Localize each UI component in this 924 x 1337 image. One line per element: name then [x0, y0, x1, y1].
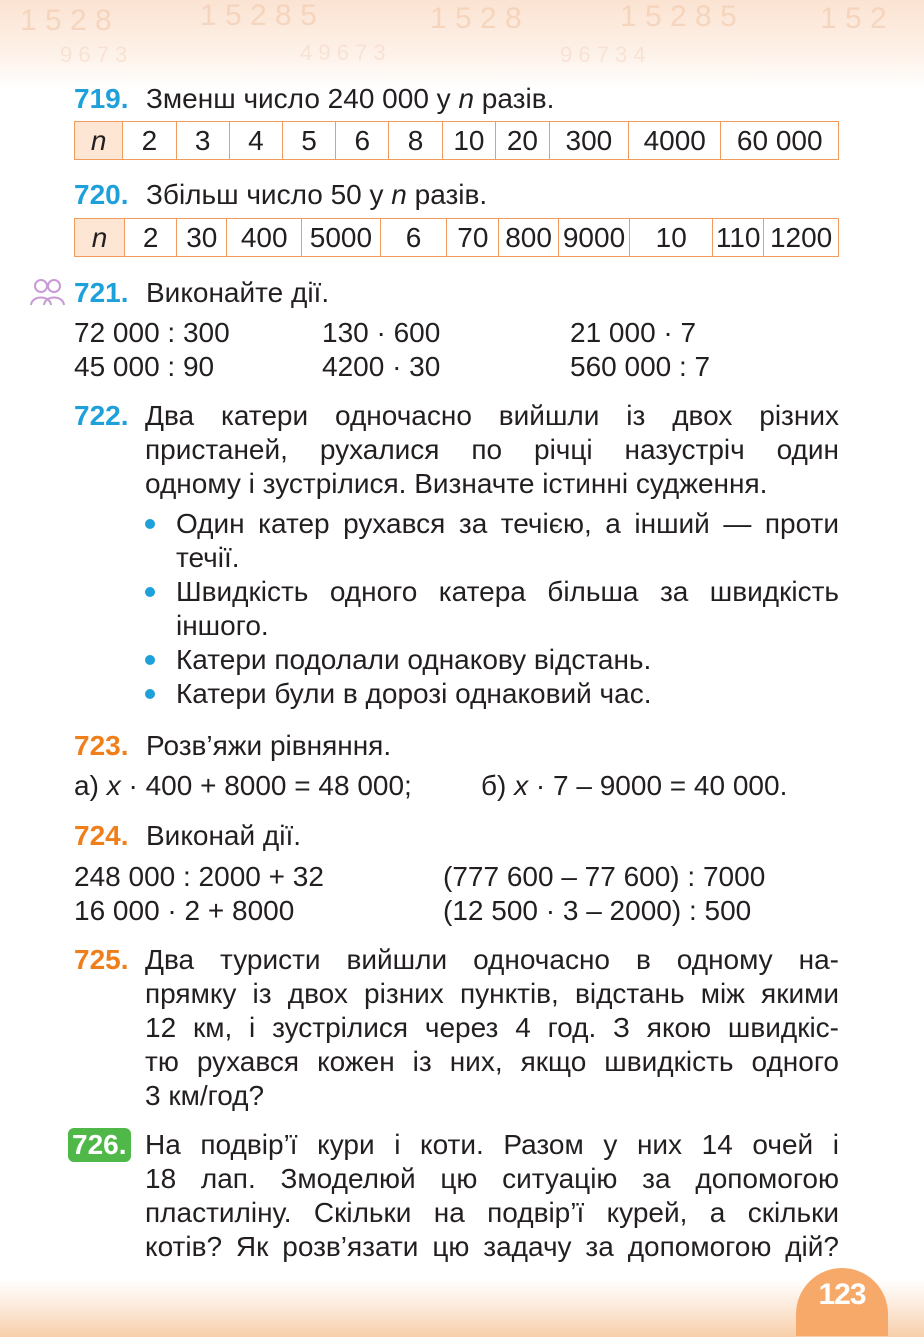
table-value-cell: 3: [176, 122, 229, 160]
table-value-cell: 300: [549, 122, 628, 160]
svg-text:1 5 2 8 5: 1 5 2 8 5: [620, 0, 737, 33]
expression: (777 600 – 77 600) : 7000: [443, 861, 766, 892]
text-line: 3 км/год?: [145, 1080, 265, 1111]
svg-text:1 5 2 8 5: 1 5 2 8 5: [200, 0, 317, 32]
table-value-cell: 5: [282, 122, 335, 160]
task-725-text: [145, 943, 839, 1113]
text-line: іншого.: [176, 610, 269, 641]
expression: 16 000 · 2 + 8000: [74, 895, 295, 926]
table-value-cell: 2: [125, 219, 177, 257]
decorative-digits: [0, 0, 924, 70]
task-number: 722.: [74, 400, 129, 431]
expression: 4200 · 30: [322, 351, 441, 382]
table-value-cell: 6: [336, 122, 389, 160]
task-726-number-wrap: [74, 1128, 131, 1162]
page-number: 123: [818, 1278, 866, 1311]
text-line: одному і зустрілися. Визначте істинні судження.: [145, 468, 768, 499]
task-726-text: [145, 1128, 839, 1264]
expression: 248 000 : 2000 + 32: [74, 861, 324, 892]
task-number: 723.: [74, 730, 129, 761]
equation-a: а) x · 400 + 8000 = 48 000;: [74, 770, 412, 801]
task-text: Зменш число 240 000 у n разів.: [146, 83, 555, 114]
bullet-dot-icon: [145, 655, 155, 665]
task-number-badge: 726.: [68, 1128, 131, 1162]
text-line: 12 км, і зустрілися через 4 год. З якою швидкіс-: [145, 1012, 839, 1043]
task-723-heading: [74, 729, 391, 763]
text-line: пристаней, рухалися по річці назустріч один: [145, 434, 839, 465]
task-number: 721.: [74, 277, 129, 308]
task-title: Виконайте дії.: [146, 277, 330, 308]
table-value-cell: 110: [713, 219, 764, 257]
table-value-cell: 5000: [302, 219, 381, 257]
bullet-item: [145, 643, 839, 677]
task-719-heading: [74, 82, 554, 116]
table-head-cell: n: [75, 122, 123, 160]
text-line: Швидкість одного катера більша за швидкість: [176, 576, 839, 607]
task-725-number-wrap: [74, 943, 146, 977]
task-number: 720.: [74, 179, 129, 210]
bullet-dot-icon: [145, 587, 155, 597]
expression: 130 · 600: [322, 317, 441, 348]
bullet-item: [145, 507, 839, 575]
footer-band: [0, 1279, 924, 1337]
text-line: Катери подолали однакову відстань.: [176, 644, 652, 675]
table-value-cell: 10: [630, 219, 713, 257]
expression: 45 000 : 90: [74, 351, 215, 382]
task-720-table: [74, 218, 839, 257]
text-line: течії.: [176, 542, 240, 573]
task-title: Виконай дії.: [146, 820, 302, 851]
table-value-cell: 10: [442, 122, 496, 160]
text-line: котів? Як розв’язати цю задачу за допомогою дій?: [145, 1231, 839, 1262]
page-number-badge: [796, 1268, 888, 1336]
bullet-item: [145, 677, 839, 711]
table-value-cell: 8: [389, 122, 442, 160]
task-number: 725.: [74, 944, 129, 975]
svg-text:4 9 6 7 3: 4 9 6 7 3: [300, 40, 386, 65]
table-value-cell: 4: [229, 122, 282, 160]
svg-text:9 6 7 3: 9 6 7 3: [60, 42, 128, 67]
bullet-dot-icon: [145, 519, 155, 529]
bullet-item: [145, 575, 839, 643]
text-line: Два туристи вийшли одночасно в одному на-: [145, 944, 839, 975]
text-line: пластиліну. Скільки на подвір’ї курей, а скільки: [145, 1197, 839, 1228]
text-line: Два катери одночасно вийшли із двох різних: [145, 400, 839, 431]
task-719-table: [74, 121, 839, 160]
text-line: прямку із двох різних пунктів, відстань між якими: [145, 978, 839, 1009]
equation-b: б) x · 7 – 9000 = 40 000.: [481, 770, 788, 801]
table-value-cell: 60 000: [721, 122, 839, 160]
svg-text:1 5 2 8: 1 5 2 8: [430, 2, 522, 35]
table-head-cell: n: [75, 219, 125, 257]
task-text: Збільш число 50 у n разів.: [146, 179, 488, 210]
task-number: 719.: [74, 83, 129, 114]
bullet-dot-icon: [145, 689, 155, 699]
table-value-cell: 30: [177, 219, 227, 257]
table-value-cell: 2: [123, 122, 176, 160]
expression: 72 000 : 300: [74, 317, 230, 348]
text-line: 18 лап. Змоделюй цю ситуацію за допомогою: [145, 1163, 839, 1194]
table-value-cell: 9000: [558, 219, 630, 257]
table-value-cell: 400: [227, 219, 302, 257]
expression: 560 000 : 7: [570, 351, 711, 382]
table-value-cell: 6: [380, 219, 446, 257]
task-number: 724.: [74, 820, 129, 851]
table-value-cell: 4000: [629, 122, 721, 160]
svg-text:1 5 2 8: 1 5 2 8: [20, 4, 112, 37]
task-720-heading: [74, 178, 487, 212]
table-value-cell: 800: [499, 219, 558, 257]
text-line: Один катер рухався за течією, а інший — проти: [176, 508, 839, 539]
expression: 21 000 · 7: [570, 317, 697, 348]
table-value-cell: 20: [496, 122, 550, 160]
pair-work-icon: [30, 277, 66, 307]
table-value-cell: 1200: [764, 219, 839, 257]
task-title: Розв’яжи рівняння.: [146, 730, 392, 761]
task-722-text: [145, 399, 839, 501]
table-value-cell: 70: [447, 219, 499, 257]
task-724-heading: [74, 819, 301, 853]
task-722-number-wrap: [74, 399, 146, 433]
text-line: Катери були в дорозі однаковий час.: [176, 678, 652, 709]
task-721-heading: [74, 276, 329, 310]
svg-text:1 5 2: 1 5 2: [820, 2, 887, 35]
text-line: На подвір’ї кури і коти. Разом у них 14 очей і: [145, 1129, 839, 1160]
svg-text:9 6 7 3 4: 9 6 7 3 4: [560, 42, 646, 67]
text-line: тю рухався кожен із них, якщо швидкість одного: [145, 1046, 839, 1077]
expression: (12 500 · 3 – 2000) : 500: [443, 895, 752, 926]
